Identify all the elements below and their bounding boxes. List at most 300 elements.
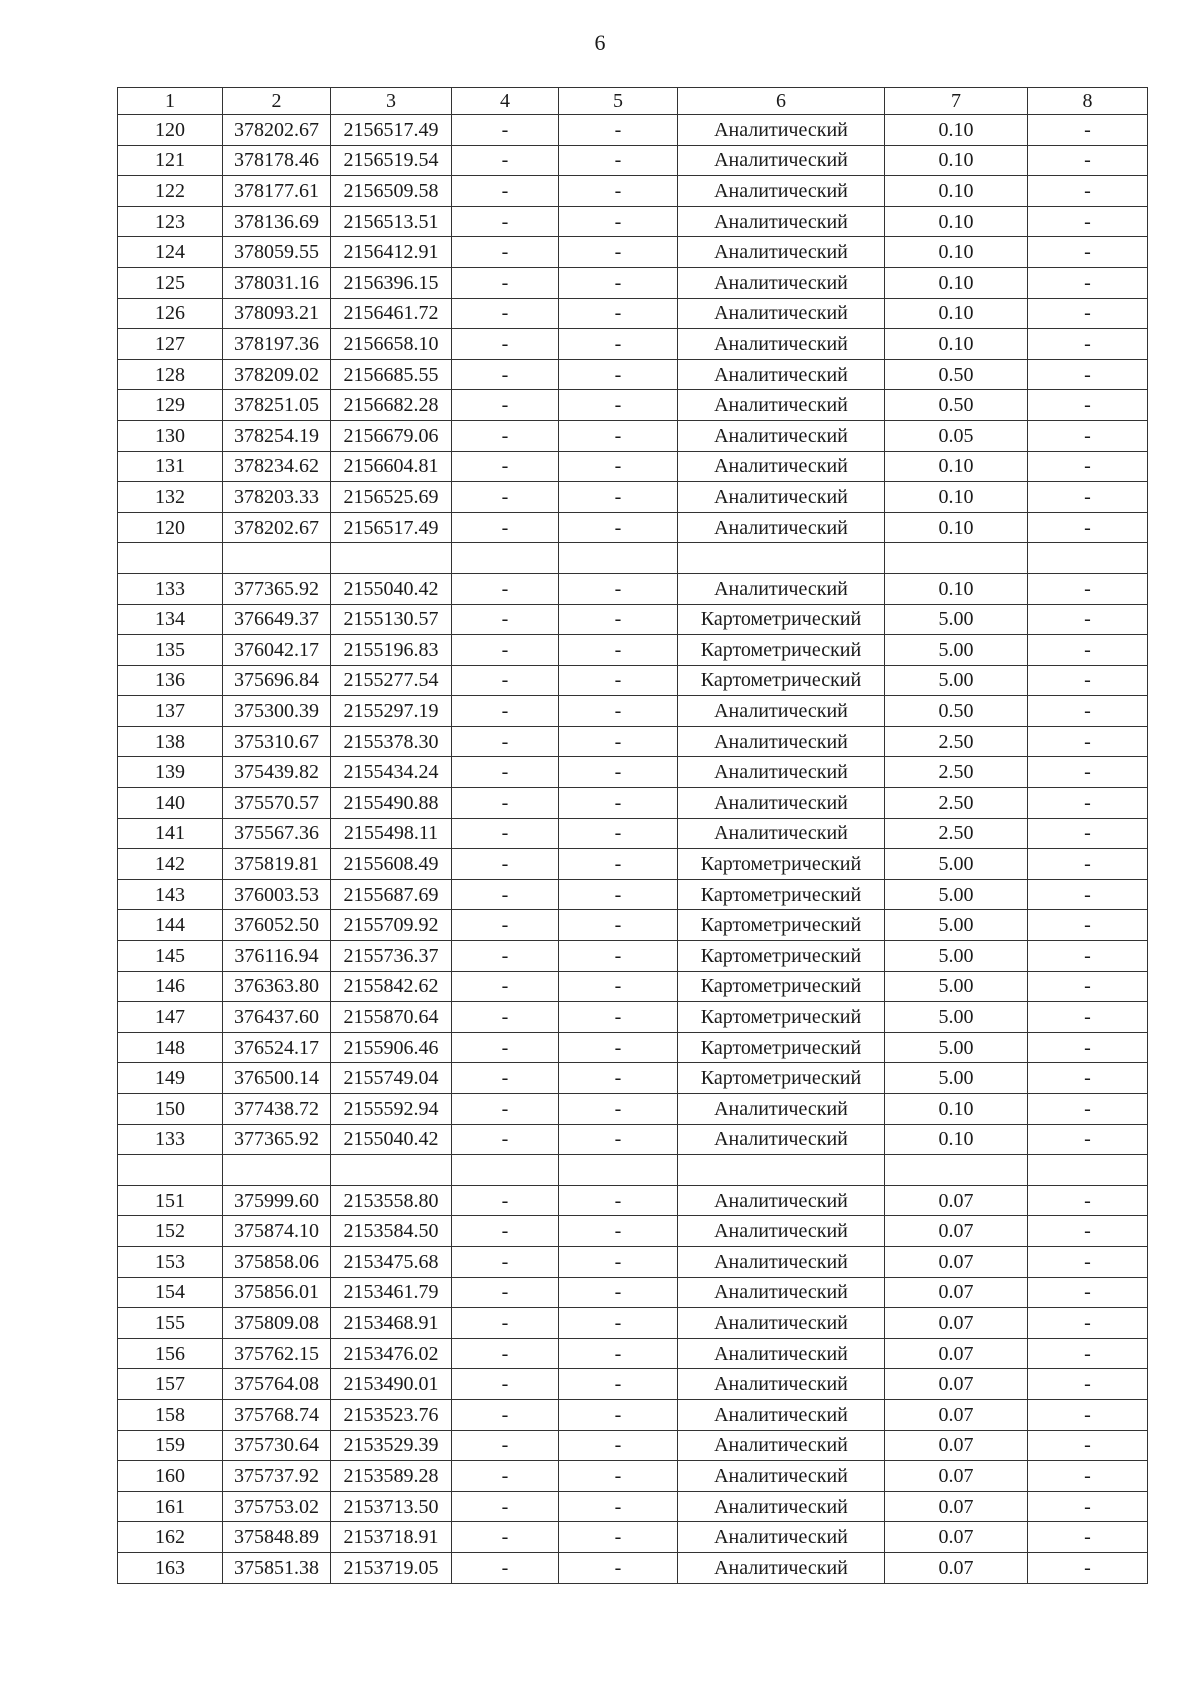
table-cell: -	[1028, 512, 1148, 543]
table-cell: 2155709.92	[331, 910, 452, 941]
table-cell: 133	[118, 1124, 223, 1155]
table-cell: -	[559, 1063, 678, 1094]
table-cell: 2155842.62	[331, 971, 452, 1002]
table-row	[118, 726, 1148, 757]
table-cell	[885, 1155, 1028, 1186]
table-cell	[1028, 543, 1148, 574]
table-cell: 2155297.19	[331, 696, 452, 727]
table-cell: 0.10	[885, 512, 1028, 543]
column-header-7: 7	[885, 88, 1028, 115]
table-row	[118, 206, 1148, 237]
table-cell: 0.10	[885, 145, 1028, 176]
table-cell: -	[559, 604, 678, 635]
table-cell: 2.50	[885, 818, 1028, 849]
table-row	[118, 482, 1148, 513]
table-cell: -	[1028, 1124, 1148, 1155]
table-cell: 161	[118, 1491, 223, 1522]
column-header-5: 5	[559, 88, 678, 115]
table-cell	[118, 543, 223, 574]
coordinates-table	[117, 87, 1148, 1584]
table-cell: -	[559, 359, 678, 390]
table-cell: 378209.02	[223, 359, 331, 390]
table-cell: 0.50	[885, 390, 1028, 421]
table-cell: 2156517.49	[331, 512, 452, 543]
table-cell: -	[559, 941, 678, 972]
table-cell: -	[452, 635, 559, 666]
table-cell: 2156513.51	[331, 206, 452, 237]
table-cell: 2155870.64	[331, 1002, 452, 1033]
table-cell: 375858.06	[223, 1246, 331, 1277]
table-cell: 2153713.50	[331, 1491, 452, 1522]
table-cell: 2155130.57	[331, 604, 452, 635]
table-cell: 136	[118, 665, 223, 696]
table-cell: -	[559, 482, 678, 513]
table-cell: 376363.80	[223, 971, 331, 1002]
table-cell: 142	[118, 849, 223, 880]
table-cell: 2155277.54	[331, 665, 452, 696]
table-cell: 139	[118, 757, 223, 788]
table-cell: 133	[118, 573, 223, 604]
table-row	[118, 910, 1148, 941]
table-cell: -	[559, 298, 678, 329]
table-cell: 122	[118, 176, 223, 207]
table-cell: -	[1028, 482, 1148, 513]
table-cell: Аналитический	[678, 1338, 885, 1369]
table-cell: -	[452, 1002, 559, 1033]
table-cell: 126	[118, 298, 223, 329]
table-cell: -	[452, 665, 559, 696]
table-cell: Картометрический	[678, 910, 885, 941]
table-cell: -	[559, 757, 678, 788]
table-cell: -	[559, 1399, 678, 1430]
table-cell: -	[1028, 941, 1148, 972]
table-row	[118, 237, 1148, 268]
table-cell: 147	[118, 1002, 223, 1033]
table-cell: 2153461.79	[331, 1277, 452, 1308]
column-header-8: 8	[1028, 88, 1148, 115]
table-cell: 144	[118, 910, 223, 941]
table-cell: -	[452, 604, 559, 635]
table-cell: 0.10	[885, 237, 1028, 268]
table-cell: -	[452, 1246, 559, 1277]
table-cell: -	[1028, 145, 1148, 176]
table-cell: -	[1028, 1185, 1148, 1216]
table-row	[118, 115, 1148, 146]
table-cell: 5.00	[885, 879, 1028, 910]
table-cell: -	[452, 757, 559, 788]
table-cell: 2155498.11	[331, 818, 452, 849]
table-cell: 375567.36	[223, 818, 331, 849]
table-cell: 0.07	[885, 1430, 1028, 1461]
table-cell: Аналитический	[678, 206, 885, 237]
table-cell: Картометрический	[678, 635, 885, 666]
table-cell: 2155196.83	[331, 635, 452, 666]
table-cell: -	[452, 329, 559, 360]
column-header-2: 2	[223, 88, 331, 115]
table-cell: 0.10	[885, 176, 1028, 207]
table-row	[118, 420, 1148, 451]
table-cell: 2156517.49	[331, 115, 452, 146]
table-cell: -	[452, 1491, 559, 1522]
table-cell: 2153719.05	[331, 1552, 452, 1583]
table-cell: Аналитический	[678, 818, 885, 849]
table-cell: 2155490.88	[331, 788, 452, 819]
table-cell: Картометрический	[678, 971, 885, 1002]
table-cell: -	[1028, 1552, 1148, 1583]
table-cell: 0.05	[885, 420, 1028, 451]
table-cell: -	[559, 849, 678, 880]
table-cell: -	[1028, 298, 1148, 329]
table-cell: -	[452, 298, 559, 329]
table-cell: -	[1028, 1399, 1148, 1430]
table-cell: 376116.94	[223, 941, 331, 972]
table-row	[118, 1185, 1148, 1216]
table-cell: Аналитический	[678, 420, 885, 451]
table-cell: -	[1028, 910, 1148, 941]
table-cell: 0.07	[885, 1491, 1028, 1522]
table-cell: 159	[118, 1430, 223, 1461]
table-cell: -	[1028, 788, 1148, 819]
table-cell: Аналитический	[678, 1369, 885, 1400]
table-cell: 375764.08	[223, 1369, 331, 1400]
table-row	[118, 696, 1148, 727]
table-cell: 376042.17	[223, 635, 331, 666]
table-cell: 375809.08	[223, 1308, 331, 1339]
table-cell: Аналитический	[678, 1216, 885, 1247]
table-cell: 0.07	[885, 1522, 1028, 1553]
table-cell: 378031.16	[223, 267, 331, 298]
table-cell: -	[452, 1522, 559, 1553]
table-row	[118, 1399, 1148, 1430]
table-cell: -	[452, 1063, 559, 1094]
table-cell: -	[1028, 849, 1148, 880]
table-cell	[331, 543, 452, 574]
table-cell: -	[1028, 1369, 1148, 1400]
table-cell: -	[452, 818, 559, 849]
table-row	[118, 1002, 1148, 1033]
table-row	[118, 298, 1148, 329]
table-cell: 378202.67	[223, 115, 331, 146]
table-cell: -	[452, 971, 559, 1002]
table-row	[118, 1094, 1148, 1125]
table-cell: 2155608.49	[331, 849, 452, 880]
table-cell: -	[1028, 206, 1148, 237]
table-cell: -	[559, 1246, 678, 1277]
table-cell: 375874.10	[223, 1216, 331, 1247]
table-cell: -	[1028, 329, 1148, 360]
table-cell: 0.10	[885, 115, 1028, 146]
table-cell: -	[559, 1124, 678, 1155]
table-row	[118, 1522, 1148, 1553]
table-cell	[559, 543, 678, 574]
table-row	[118, 1461, 1148, 1492]
table-cell: 160	[118, 1461, 223, 1492]
table-cell: 124	[118, 237, 223, 268]
table-row	[118, 390, 1148, 421]
table-cell: -	[1028, 818, 1148, 849]
table-cell: -	[452, 267, 559, 298]
table-cell: 2153523.76	[331, 1399, 452, 1430]
table-cell	[452, 543, 559, 574]
table-cell: -	[452, 420, 559, 451]
table-cell: 375999.60	[223, 1185, 331, 1216]
table-cell: -	[559, 1185, 678, 1216]
table-cell: -	[452, 482, 559, 513]
table-cell: -	[1028, 604, 1148, 635]
table-cell: 162	[118, 1522, 223, 1553]
table-cell: -	[452, 941, 559, 972]
header-row	[118, 88, 1148, 115]
table-cell: 2155378.30	[331, 726, 452, 757]
table-cell: Аналитический	[678, 329, 885, 360]
table-cell: -	[452, 115, 559, 146]
table-cell: -	[452, 206, 559, 237]
table-cell: 5.00	[885, 1002, 1028, 1033]
table-cell: 2156679.06	[331, 420, 452, 451]
table-cell: 375730.64	[223, 1430, 331, 1461]
table-cell: 129	[118, 390, 223, 421]
table-row	[118, 879, 1148, 910]
table-cell: -	[559, 420, 678, 451]
table-cell: -	[1028, 1063, 1148, 1094]
table-cell: 130	[118, 420, 223, 451]
table-cell: 2153468.91	[331, 1308, 452, 1339]
table-cell: -	[559, 267, 678, 298]
table-cell: Картометрический	[678, 849, 885, 880]
table-cell: 5.00	[885, 665, 1028, 696]
table-cell: 378197.36	[223, 329, 331, 360]
table-cell: 376524.17	[223, 1032, 331, 1063]
table-cell: -	[1028, 1430, 1148, 1461]
table-body	[118, 115, 1148, 1584]
table-cell: 378251.05	[223, 390, 331, 421]
table-cell: 2155434.24	[331, 757, 452, 788]
table-cell: 5.00	[885, 1063, 1028, 1094]
table-cell: 146	[118, 971, 223, 1002]
table-cell: 0.07	[885, 1308, 1028, 1339]
table-cell: 0.10	[885, 573, 1028, 604]
table-cell: -	[559, 1461, 678, 1492]
column-header-4: 4	[452, 88, 559, 115]
table-cell: -	[1028, 1308, 1148, 1339]
table-cell: -	[559, 1430, 678, 1461]
table-row	[118, 512, 1148, 543]
table-cell: 375570.57	[223, 788, 331, 819]
table-cell: -	[452, 1338, 559, 1369]
table-cell: -	[1028, 420, 1148, 451]
table-cell: 0.07	[885, 1399, 1028, 1430]
table-cell: -	[452, 512, 559, 543]
table-cell	[559, 1155, 678, 1186]
table-cell: 148	[118, 1032, 223, 1063]
table-cell: 0.50	[885, 359, 1028, 390]
table-cell: Аналитический	[678, 390, 885, 421]
table-cell: Аналитический	[678, 298, 885, 329]
table-cell: -	[559, 1277, 678, 1308]
table-cell: 2156461.72	[331, 298, 452, 329]
table-cell: 137	[118, 696, 223, 727]
table-cell: -	[1028, 635, 1148, 666]
table-cell: Аналитический	[678, 267, 885, 298]
table-cell: 2156604.81	[331, 451, 452, 482]
table-cell: -	[452, 910, 559, 941]
table-cell: 5.00	[885, 1032, 1028, 1063]
separator-row	[118, 1155, 1148, 1186]
table-cell: 378202.67	[223, 512, 331, 543]
table-cell: -	[1028, 1491, 1148, 1522]
table-cell: -	[452, 1552, 559, 1583]
table-cell: -	[559, 145, 678, 176]
table-cell: 0.10	[885, 329, 1028, 360]
table-cell: 141	[118, 818, 223, 849]
table-cell: 0.07	[885, 1277, 1028, 1308]
table-cell: 163	[118, 1552, 223, 1583]
table-row	[118, 1032, 1148, 1063]
table-cell: -	[452, 390, 559, 421]
table-cell: 2155040.42	[331, 1124, 452, 1155]
table-cell: -	[559, 237, 678, 268]
table-cell: Аналитический	[678, 482, 885, 513]
table-cell: Аналитический	[678, 573, 885, 604]
table-cell: -	[559, 1491, 678, 1522]
table-cell: 5.00	[885, 604, 1028, 635]
table-cell: -	[452, 1185, 559, 1216]
table-row	[118, 1369, 1148, 1400]
table-cell: 158	[118, 1399, 223, 1430]
table-cell: Аналитический	[678, 176, 885, 207]
table-cell: -	[1028, 390, 1148, 421]
table-row	[118, 604, 1148, 635]
table-cell: -	[559, 176, 678, 207]
table-cell: Аналитический	[678, 1094, 885, 1125]
table-cell: 376003.53	[223, 879, 331, 910]
table-row	[118, 1277, 1148, 1308]
table-cell: 157	[118, 1369, 223, 1400]
table-cell: 155	[118, 1308, 223, 1339]
table-cell: 150	[118, 1094, 223, 1125]
table-cell	[885, 543, 1028, 574]
table-cell: 5.00	[885, 910, 1028, 941]
table-cell: -	[452, 696, 559, 727]
table-cell: -	[1028, 879, 1148, 910]
table-cell: -	[1028, 1461, 1148, 1492]
table-cell	[678, 543, 885, 574]
table-cell: -	[1028, 267, 1148, 298]
table-cell: -	[559, 1338, 678, 1369]
table-cell: 377365.92	[223, 573, 331, 604]
table-cell: -	[452, 788, 559, 819]
table-cell: -	[559, 665, 678, 696]
table-cell: -	[559, 451, 678, 482]
table-cell: 0.07	[885, 1338, 1028, 1369]
table-cell: Картометрический	[678, 1032, 885, 1063]
table-cell: -	[452, 1216, 559, 1247]
table-cell: -	[559, 512, 678, 543]
table-cell: -	[1028, 665, 1148, 696]
table-cell: 375310.67	[223, 726, 331, 757]
table-cell: -	[559, 1032, 678, 1063]
table-cell: -	[559, 1552, 678, 1583]
table-cell: 375768.74	[223, 1399, 331, 1430]
table-cell: 0.10	[885, 451, 1028, 482]
table-cell: -	[1028, 696, 1148, 727]
table-row	[118, 573, 1148, 604]
table-cell: -	[1028, 1216, 1148, 1247]
table-cell: -	[452, 176, 559, 207]
table-cell: 378234.62	[223, 451, 331, 482]
table-cell: Аналитический	[678, 757, 885, 788]
table-row	[118, 145, 1148, 176]
table-cell	[223, 1155, 331, 1186]
table-cell: 376437.60	[223, 1002, 331, 1033]
table-cell: 0.07	[885, 1552, 1028, 1583]
separator-row	[118, 543, 1148, 574]
table-cell: 375762.15	[223, 1338, 331, 1369]
table-cell: -	[1028, 573, 1148, 604]
table-cell: 2153476.02	[331, 1338, 452, 1369]
table-cell: 378203.33	[223, 482, 331, 513]
table-cell: 378177.61	[223, 176, 331, 207]
table-cell: 378136.69	[223, 206, 331, 237]
table-cell: Аналитический	[678, 1308, 885, 1339]
table-cell: -	[1028, 1246, 1148, 1277]
table-cell: 378093.21	[223, 298, 331, 329]
table-cell: 145	[118, 941, 223, 972]
table-row	[118, 1338, 1148, 1369]
table-cell: 2153490.01	[331, 1369, 452, 1400]
table-cell: 2153584.50	[331, 1216, 452, 1247]
table-cell: -	[452, 1094, 559, 1125]
table-row	[118, 267, 1148, 298]
table-cell: 376052.50	[223, 910, 331, 941]
table-cell: 2155736.37	[331, 941, 452, 972]
table-cell: 151	[118, 1185, 223, 1216]
table-cell: -	[1028, 1522, 1148, 1553]
table-cell: Аналитический	[678, 451, 885, 482]
table-cell: -	[559, 788, 678, 819]
table-cell: 123	[118, 206, 223, 237]
table-cell: 377365.92	[223, 1124, 331, 1155]
table-row	[118, 1063, 1148, 1094]
table-cell: 138	[118, 726, 223, 757]
table-cell: Аналитический	[678, 1124, 885, 1155]
table-cell: Аналитический	[678, 726, 885, 757]
table-cell: 2155592.94	[331, 1094, 452, 1125]
table-cell	[452, 1155, 559, 1186]
table-cell: -	[559, 1002, 678, 1033]
table-cell: -	[559, 115, 678, 146]
table-cell: 378059.55	[223, 237, 331, 268]
table-cell: 2153529.39	[331, 1430, 452, 1461]
table-row	[118, 359, 1148, 390]
table-cell: 0.10	[885, 298, 1028, 329]
table-cell: -	[452, 1032, 559, 1063]
table-cell: -	[559, 1522, 678, 1553]
table-cell: Картометрический	[678, 1063, 885, 1094]
page-number: 6	[594, 30, 606, 55]
table-cell: 135	[118, 635, 223, 666]
table-row	[118, 1552, 1148, 1583]
table-cell	[1028, 1155, 1148, 1186]
table-cell: 5.00	[885, 941, 1028, 972]
table-cell: 2155687.69	[331, 879, 452, 910]
table-cell: 0.10	[885, 482, 1028, 513]
table-cell: -	[1028, 1338, 1148, 1369]
table-row	[118, 971, 1148, 1002]
table-cell: 0.10	[885, 206, 1028, 237]
table-cell: -	[559, 696, 678, 727]
table-cell: 2.50	[885, 726, 1028, 757]
